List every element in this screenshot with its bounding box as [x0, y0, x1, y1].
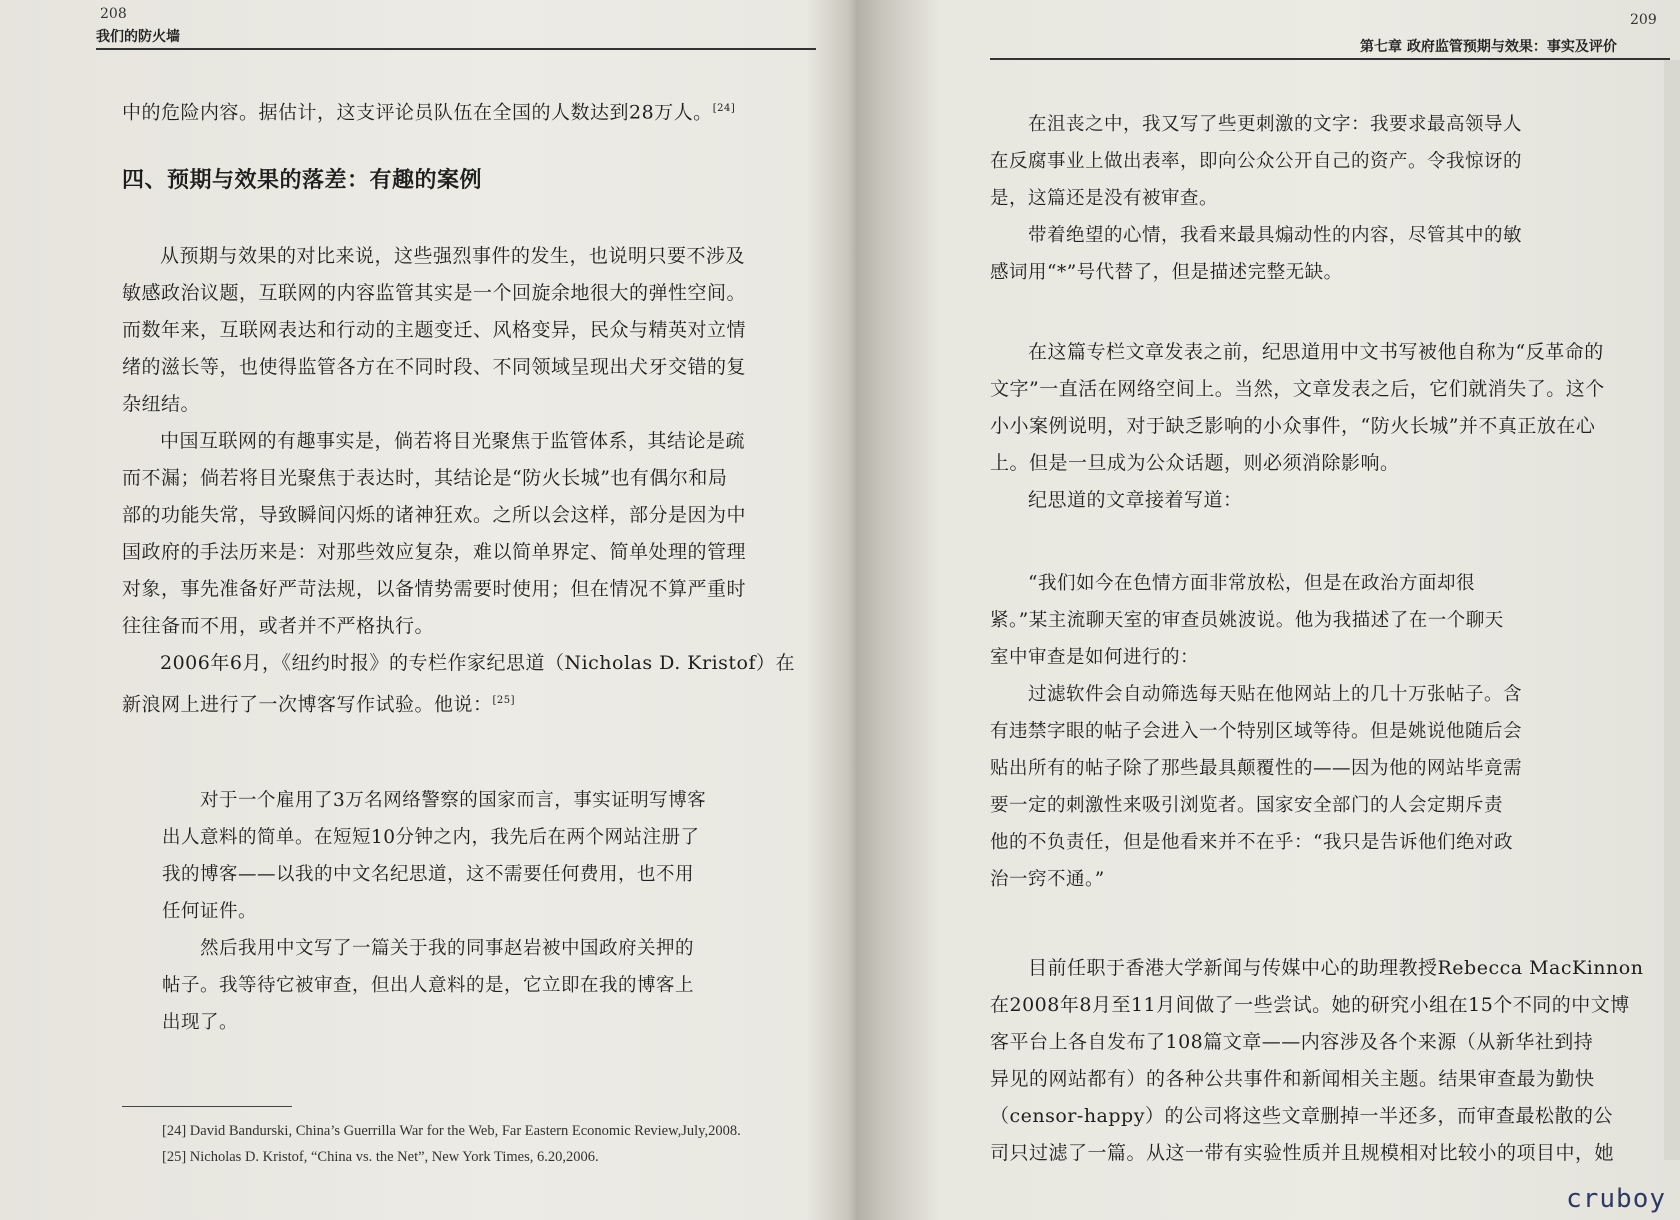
quote-line: 任何证件。: [162, 901, 258, 922]
left-body: [122, 90, 735, 127]
quote-line: 是，这篇还是没有被审查。: [990, 188, 1219, 209]
footnote-25: [25] Nicholas D. Kristof, “China vs. the Net”, New York Times, 6.20,2006.: [162, 1149, 599, 1165]
body-line: 而数年来，互联网表达和行动的主题变迁、风格变异，民众与精英对立情: [122, 319, 747, 341]
left-running-head: 我们的防火墙: [96, 29, 180, 45]
body-line: 小小案例说明，对于缺乏影响的小众事件，“防火长城”并不真正放在心: [990, 415, 1596, 437]
right-running-head: 第七章 政府监管预期与效果：事实及评价: [1360, 39, 1617, 55]
body-line: 客平台上各自发布了108篇文章——内容涉及各个来源（从新华社到持: [990, 1031, 1594, 1053]
quote-line: 他的不负责任，但是他看来并不在乎：“我只是告诉他们绝对政: [990, 832, 1513, 853]
footnote-rule: [122, 1106, 292, 1107]
quote-line: 然后我用中文写了一篇关于我的同事赵岩被中国政府关押的: [200, 938, 695, 959]
footnotes: [162, 1118, 741, 1170]
section-heading: 四、预期与效果的落差：有趣的案例: [122, 168, 483, 193]
quote-line: 室中审查是如何进行的：: [990, 647, 1200, 668]
body-line: 文字”一直活在网络空间上。当然，文章发表之后，它们就消失了。这个: [990, 378, 1605, 400]
body-line: 往往备而不用，或者并不严格执行。: [122, 615, 435, 637]
body-line: 异见的网站都有）的各种公共事件和新闻相关主题。结果审查最为勤快: [990, 1068, 1595, 1090]
body-line: 部的功能失常，导致瞬间闪烁的诸神狂欢。之所以会这样，部分是因为中: [122, 504, 747, 526]
left-header-rule: [96, 48, 816, 50]
body-line: 新浪网上进行了一次博客写作试验。他说：[25]: [122, 693, 516, 716]
right-quote-block-2: [990, 565, 1522, 898]
quote-line: 过滤软件会自动筛选每天贴在他网站上的几十万张帖子。含: [1028, 684, 1523, 705]
body-line: 而不漏；倘若将目光聚焦于表达时，其结论是“防火长城”也有偶尔和局: [122, 467, 728, 489]
left-paragraph-1: [122, 238, 795, 719]
quote-line: 出现了。: [162, 1012, 239, 1033]
left-page-number: 208: [100, 6, 127, 22]
page-edge-strip: [1664, 60, 1680, 1160]
quote-line: 要一定的刺激性来吸引浏览者。国家安全部门的人会定期斥责: [990, 795, 1504, 816]
right-paragraph-1: [990, 334, 1605, 519]
footnote-ref-24: [24]: [712, 103, 736, 114]
quote-line: 贴出所有的帖子除了那些最具颠覆性的——因为他的网站毕竟需: [990, 758, 1523, 779]
body-line: 在这篇专栏文章发表之前，纪思道用中文书写被他自称为“反革命的: [1028, 341, 1604, 363]
right-page-number: 209: [1630, 12, 1657, 28]
body-line: 中国互联网的有趣事实是，倘若将目光聚焦于监管体系，其结论是疏: [160, 430, 746, 452]
quote-line: 治一窍不通。”: [990, 869, 1105, 890]
body-line: 绪的滋长等，也使得监管各方在不同时段、不同领域呈现出犬牙交错的复: [122, 356, 747, 378]
quote-line: 在反腐事业上做出表率，即向公众公开自己的资产。令我惊讶的: [990, 151, 1523, 172]
quote-line: 在沮丧之中，我又写了些更刺激的文字：我要求最高领导人: [1028, 114, 1523, 135]
quote-line: 帖子。我等待它被审查，但出人意料的是，它立即在我的博客上: [162, 975, 695, 996]
body-line: 纪思道的文章接着写道：: [1028, 489, 1243, 511]
body-line: 杂纽结。: [122, 393, 201, 415]
quote-line: 感词用“*”号代替了，但是描述完整无缺。: [990, 262, 1343, 283]
quote-line: 出人意料的简单。在短短10分钟之内，我先后在两个网站注册了: [162, 827, 700, 848]
right-page: [890, 0, 1680, 1220]
body-line: 对象，事先准备好严苛法规，以备情势需要时使用；但在情况不算严重时: [122, 578, 747, 600]
right-paragraph-2: [990, 950, 1643, 1172]
quote-line: 对于一个雇用了3万名网络警察的国家而言，事实证明写博客: [200, 790, 707, 811]
quote-line: 我的博客——以我的中文名纪思道，这不需要任何费用，也不用: [162, 864, 695, 885]
footnote-ref-25: [25]: [492, 695, 516, 706]
watermark: cruboy: [1566, 1184, 1666, 1214]
footnote-24: [24] David Bandurski, China’s Guerrilla War for the Web, Far Eastern Economic Review,July,2008.: [162, 1123, 741, 1139]
quote-line: 带着绝望的心情，我看来最具煽动性的内容，尽管其中的敏: [1028, 225, 1523, 246]
body-line: 国政府的手法历来是：对那些效应复杂，难以简单界定、简单处理的管理: [122, 541, 747, 563]
body-line: 在2008年8月至11月间做了一些尝试。她的研究小组在15个不同的中文博: [990, 994, 1630, 1016]
body-line: 中的危险内容。据估计，这支评论员队伍在全国的人数达到28万人。[24]: [122, 101, 736, 124]
body-line: 2006年6月，《纽约时报》的专栏作家纪思道（Nicholas D. Kristof）在: [160, 652, 796, 674]
body-line: （censor-happy）的公司将这些文章删掉一半还多，而审查最松散的公: [990, 1105, 1613, 1127]
body-line: 上。但是一旦成为公众话题，则必须消除影响。: [990, 452, 1400, 474]
quote-line: “我们如今在色情方面非常放松，但是在政治方面却很: [1028, 573, 1475, 594]
body-line: 敏感政治议题，互联网的内容监管其实是一个回旋余地很大的弹性空间。: [122, 282, 747, 304]
body-line: 司只过滤了一篇。从这一带有实验性质并且规模相对比较小的项目中，她: [990, 1142, 1615, 1164]
quote-line: 紧。”某主流聊天室的审查员姚波说。他为我描述了在一个聊天: [990, 610, 1504, 631]
body-line: 从预期与效果的对比来说，这些强烈事件的发生，也说明只要不涉及: [160, 245, 746, 267]
right-quote-block-1: [990, 106, 1522, 291]
quote-line: 有违禁字眼的帖子会进入一个特别区域等待。但是姚说他随后会: [990, 721, 1523, 742]
body-line: 目前任职于香港大学新闻与传媒中心的助理教授Rebecca MacKinnon: [1028, 957, 1644, 979]
left-quote-block: [162, 782, 706, 1041]
right-header-rule: [990, 58, 1670, 60]
